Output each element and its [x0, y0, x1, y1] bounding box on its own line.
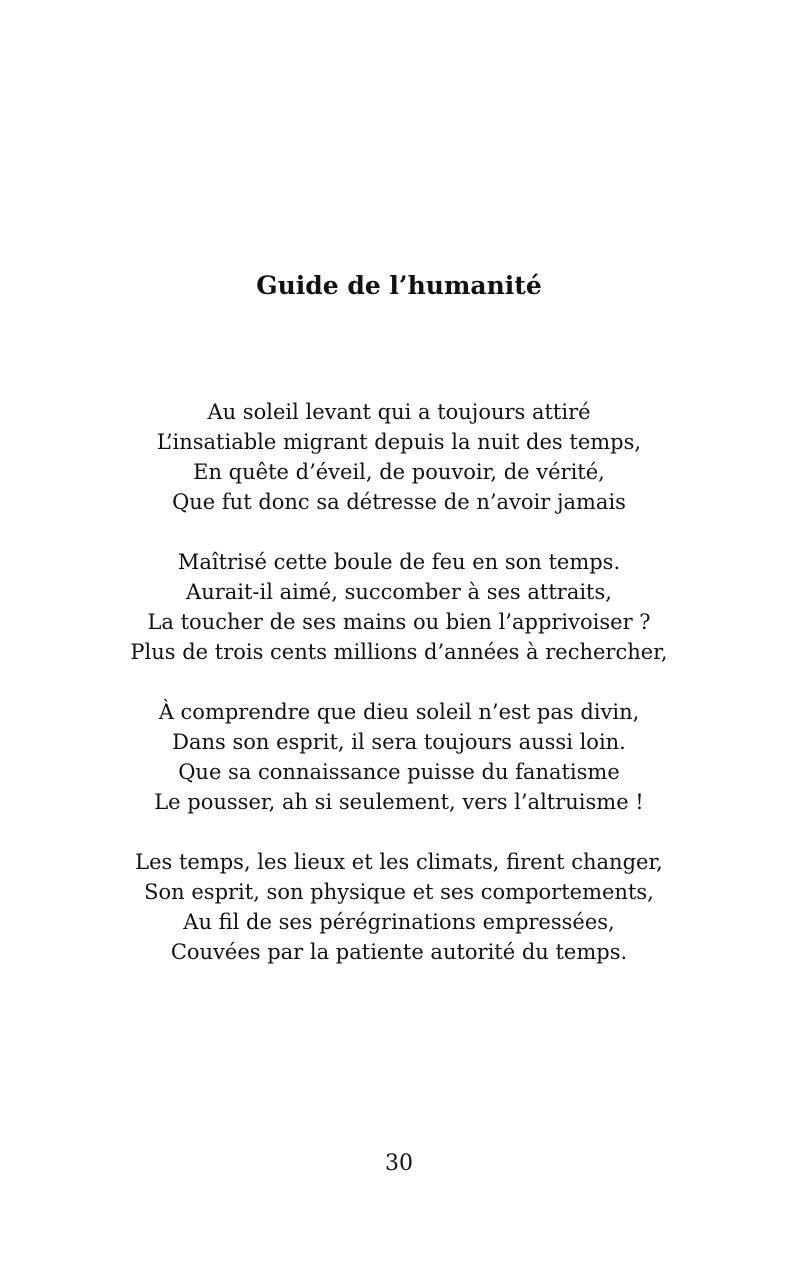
poem-line: Les temps, les lieux et les climats, firent changer,: [135, 850, 663, 874]
poem-line: Au soleil levant qui a toujours attiré: [207, 400, 591, 424]
poem-line: Au fil de ses pérégrinations empressées,: [183, 910, 615, 934]
stanza-4: [0, 847, 798, 967]
poem-body: [0, 397, 798, 997]
stanza-3: [0, 697, 798, 817]
poem-line: Plus de trois cents millions d’années à rechercher,: [130, 640, 668, 664]
poem-line: Son esprit, son physique et ses comportements,: [144, 880, 654, 904]
stanza-2: [0, 547, 798, 667]
poem-line: L’insatiable migrant depuis la nuit des temps,: [156, 430, 642, 454]
poem-line: Dans son esprit, il sera toujours aussi loin.: [172, 730, 626, 754]
poem-title: Guide de l’humanité: [256, 271, 542, 300]
poem-line: Que fut donc sa détresse de n’avoir jamais: [172, 490, 626, 514]
poem-line: En quête d’éveil, de pouvoir, de vérité,: [193, 460, 605, 484]
stanza-1: [0, 397, 798, 517]
poem-line: Aurait-il aimé, succomber à ses attraits,: [186, 580, 612, 604]
poem-line: Couvées par la patiente autorité du temps.: [170, 940, 628, 964]
poem-line: Maîtrisé cette boule de feu en son temps.: [177, 550, 621, 574]
poem-line: Que sa connaissance puisse du fanatisme: [178, 760, 620, 784]
page-number: 30: [385, 1151, 413, 1176]
poem-line: Le pousser, ah si seulement, vers l’altruisme !: [154, 790, 644, 814]
poem-line: À comprendre que dieu soleil n’est pas divin,: [158, 700, 640, 724]
poem-line: La toucher de ses mains ou bien l’apprivoiser ?: [147, 610, 651, 634]
